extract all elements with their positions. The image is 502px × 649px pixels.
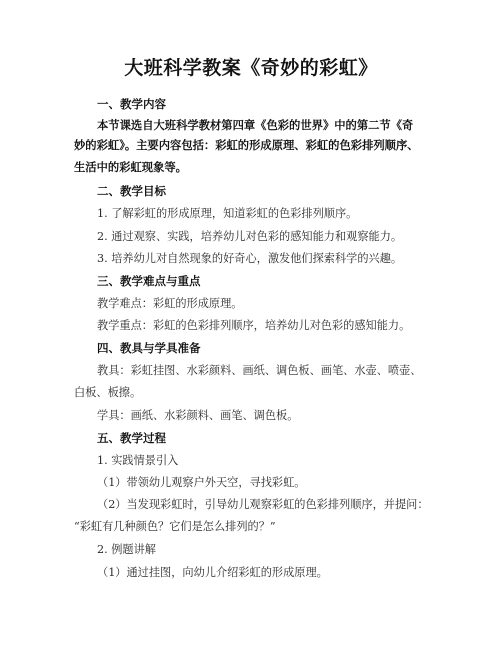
content-paragraph-line-1: 本节课选自大班科学教材第四章《色彩的世界》中的第二节《奇 — [97, 119, 414, 132]
section-heading-objectives: 二、教学目标 — [97, 184, 166, 198]
document-title: 大班科学教案《奇妙的彩虹》 — [124, 57, 378, 79]
objective-item-2: 2. 通过观察、实践，培养幼儿对色彩的感知能力和观察能力。 — [97, 230, 403, 243]
content-paragraph-line-2: 妙的彩虹》。主要内容包括：彩虹的形成原理、彩虹的色彩排列顺序、 — [74, 139, 419, 152]
student-materials: 学具：画纸、水彩颜料、画笔、调色板。 — [97, 409, 299, 422]
focus-text: 教学重点：彩虹的色彩排列顺序，培养幼儿对色彩的感知能力。 — [97, 319, 411, 332]
process-step-2-item-1: （1）通过挂图，向幼儿介绍彩虹的形成原理。 — [97, 566, 328, 579]
objective-item-1: 1. 了解彩虹的形成原理，知道彩虹的色彩排列顺序。 — [97, 207, 358, 220]
process-step-1-title: 1. 实践情景引入 — [97, 454, 179, 467]
section-heading-key-points: 三、教学难点与重点 — [97, 274, 201, 288]
teacher-materials-line-2: 白板、板擦。 — [74, 386, 142, 399]
section-heading-content: 一、教学内容 — [97, 97, 166, 111]
process-step-1-item-2-line-2: “彩虹有几种颜色？它们是怎么排列的？” — [74, 520, 276, 533]
teacher-materials-line-1: 教具：彩虹挂图、水彩颜料、画纸、调色板、画笔、水壶、喷壶、 — [97, 364, 422, 377]
process-step-2-title: 2. 例题讲解 — [97, 543, 156, 556]
section-heading-materials: 四、教具与学具准备 — [97, 341, 201, 355]
process-step-1-item-2-line-1: （2）当发现彩虹时，引导幼儿观察彩虹的色彩排列顺序，并提问： — [97, 498, 429, 511]
content-paragraph-line-3: 生活中的彩虹现象等。 — [74, 161, 187, 174]
process-step-1-item-1: （1）带领幼儿观察户外天空，寻找彩虹。 — [97, 476, 306, 489]
section-heading-process: 五、教学过程 — [97, 431, 166, 445]
objective-item-3: 3. 培养幼儿对自然现象的好奇心，激发他们探索科学的兴趣。 — [97, 252, 403, 265]
difficulty-text: 教学难点：彩虹的形成原理。 — [97, 297, 243, 310]
